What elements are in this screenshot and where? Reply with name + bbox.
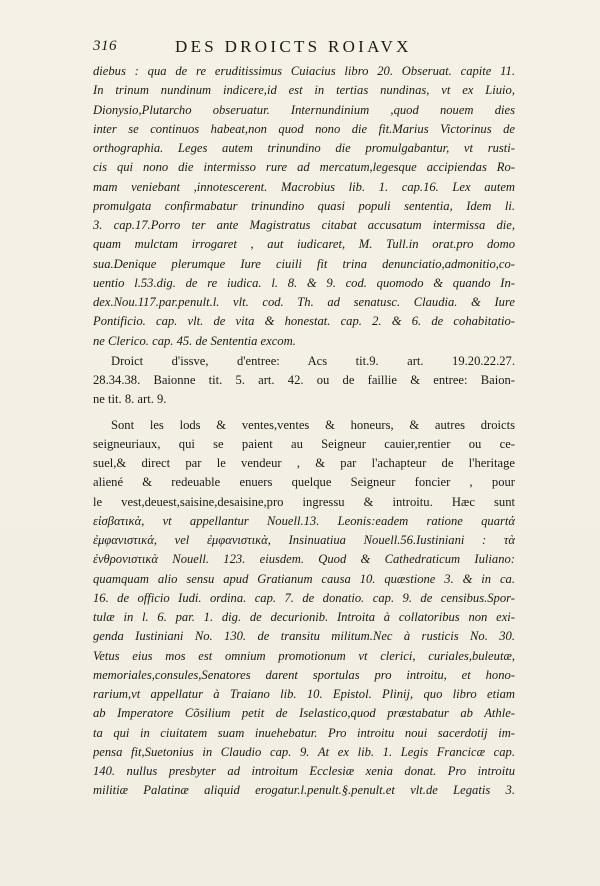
text-line: cis qui nono die intermisso rure ad mercatum,legesque accipiendas Ro- — [93, 160, 515, 175]
text-line: militiæ Palatinæ aliquid erogatur.l.penult.§.penult.et vlt.de Legatis 3. — [93, 783, 515, 798]
text-line: Sont les lods & ventes,ventes & honeurs, & autres droicts — [111, 417, 515, 432]
text-line: ne tit. 8. art. 9. — [93, 392, 167, 407]
text-line: ἐμφανιστικά, vel ἐμφανιστικὰ, Insinuatiua Nouell.56.Iustiniani : τὰ — [93, 533, 515, 547]
text-line: Droict d'issve, d'entree: Acs tit.9. art. 19.20.22.27. — [111, 353, 515, 368]
text-line: quam mulctam irrogaret , aut iudicaret, M. Tull.in orat.pro domo — [93, 237, 515, 252]
text-line: Pontificio. cap. vlt. de vita & honestat. cap. 2. & 6. de cohabitatio- — [93, 314, 515, 329]
text-line: le vest,deuest,saisine,desaisine,pro ingressu & introitu. Hæc sunt — [93, 494, 515, 509]
paragraph-3 — [93, 416, 515, 801]
text-line: Dionysio,Plutarcho obseruatur. Internundinium ,quod nouem dies — [93, 102, 515, 117]
text-line: memoriales,consules,Senatores darent sportulas pro introitu, et hono- — [93, 667, 515, 682]
text-line: pensa fit,Suetonius in Claudio cap. 9. At ex lib. 1. Legis Francicæ cap. — [93, 744, 515, 759]
text-line: inter se continuos habeat,non quod nono die fit.Marius Victorinus de — [93, 121, 515, 136]
text-line: 3. cap.17.Porro ter ante Magistratus citabat accusatum intermissa die, — [93, 218, 515, 232]
text-line: aliené & redeuable enuers quelque Seigneur foncier , pour — [93, 475, 515, 490]
text-line: sua.Denique plerumque Iure ciuili fit trina denunciatio,admonitio,co- — [93, 256, 515, 271]
text-line: suel,& direct par le vendeur , & par l'achapteur de l'heritage — [93, 456, 515, 470]
text-line: seigneuriaux, qui se paient au Seigneur cauier,rentier ou ce- — [93, 436, 515, 451]
paragraph-1 — [93, 62, 515, 351]
text-line: ἐνθρονιστικὰ Nouell. 123. eiusdem. Quod & Cathedraticum Iuliano: — [93, 552, 515, 567]
text-line: εἰσβατικὰ, vt appellantur Nouell.13. Leonis:eadem ratione quartά — [93, 513, 515, 528]
text-line: 16. de officio Iudi. ordina. cap. 7. de donatio. cap. 9. de censibus.Spor- — [93, 590, 515, 605]
text-line: In trinum nundinum indicere,id est in tertias nundinas, vt ex Liuio, — [93, 83, 515, 98]
page-body — [93, 62, 515, 801]
text-line: tulæ in l. 6. par. 1. dig. de decurionib. Introita à collatoribus non exi- — [93, 610, 515, 624]
text-line: diebus : qua de re eruditissimus Cuiacius libro 20. Obseruat. capite 11. — [93, 64, 515, 78]
text-line: 28.34.38. Baionne tit. 5. art. 42. ou de faillie & entree: Baion- — [93, 373, 515, 387]
text-line: rarium,vt appellatur à Traiano lib. 10. Epistol. Plinij, quo libro etiam — [93, 687, 515, 701]
text-line: quamquam alio sensu apud Gratianum causa 10. quæstione 3. & in ca. — [93, 571, 515, 586]
text-line: Vetus eius mos est omnium promotionum vt clerici, curiales,buleutæ, — [93, 648, 515, 663]
text-line: genda Iustiniani No. 130. de transitu militum.Nec à rusticis No. 30. — [93, 629, 515, 644]
text-line: mam veniebant ,innotescerent. Macrobius lib. 1. cap.16. Lex autem — [93, 179, 515, 194]
page-header — [93, 38, 520, 64]
text-line: uentio l.53.dig. de re iudica. l. 8. & 9. cod. quomodo & quando In- — [93, 275, 515, 290]
text-line: orthographia. Leges autem trinundino die promulgabantur, vt rusti- — [93, 141, 515, 155]
text-line: 140. nullus presbyter ad introitum Ecclesiæ xenia donat. Pro introitu — [93, 764, 515, 778]
running-title: DES DROICTS ROIAVX — [175, 37, 412, 56]
page-number: 316 — [93, 38, 117, 54]
text-line: ta qui in ciuitatem suam inuehebatur. Pro introitu noui sacerdotij im- — [93, 725, 515, 740]
text-line: promulgata confirmabatur trinundino quasi populi sententia, Idem li. — [93, 198, 515, 213]
paragraph-2 — [93, 352, 515, 410]
text-line: ab Imperatore Cõsilium petit de Iselastico,quod præstabatur ab Athle- — [93, 706, 515, 721]
text-line: ne Clerico. cap. 45. de Sententia excom. — [93, 333, 296, 348]
text-line: dex.Nou.117.par.penult.l. vlt. cod. Th. ad senatusc. Claudia. & Iure — [93, 295, 515, 309]
